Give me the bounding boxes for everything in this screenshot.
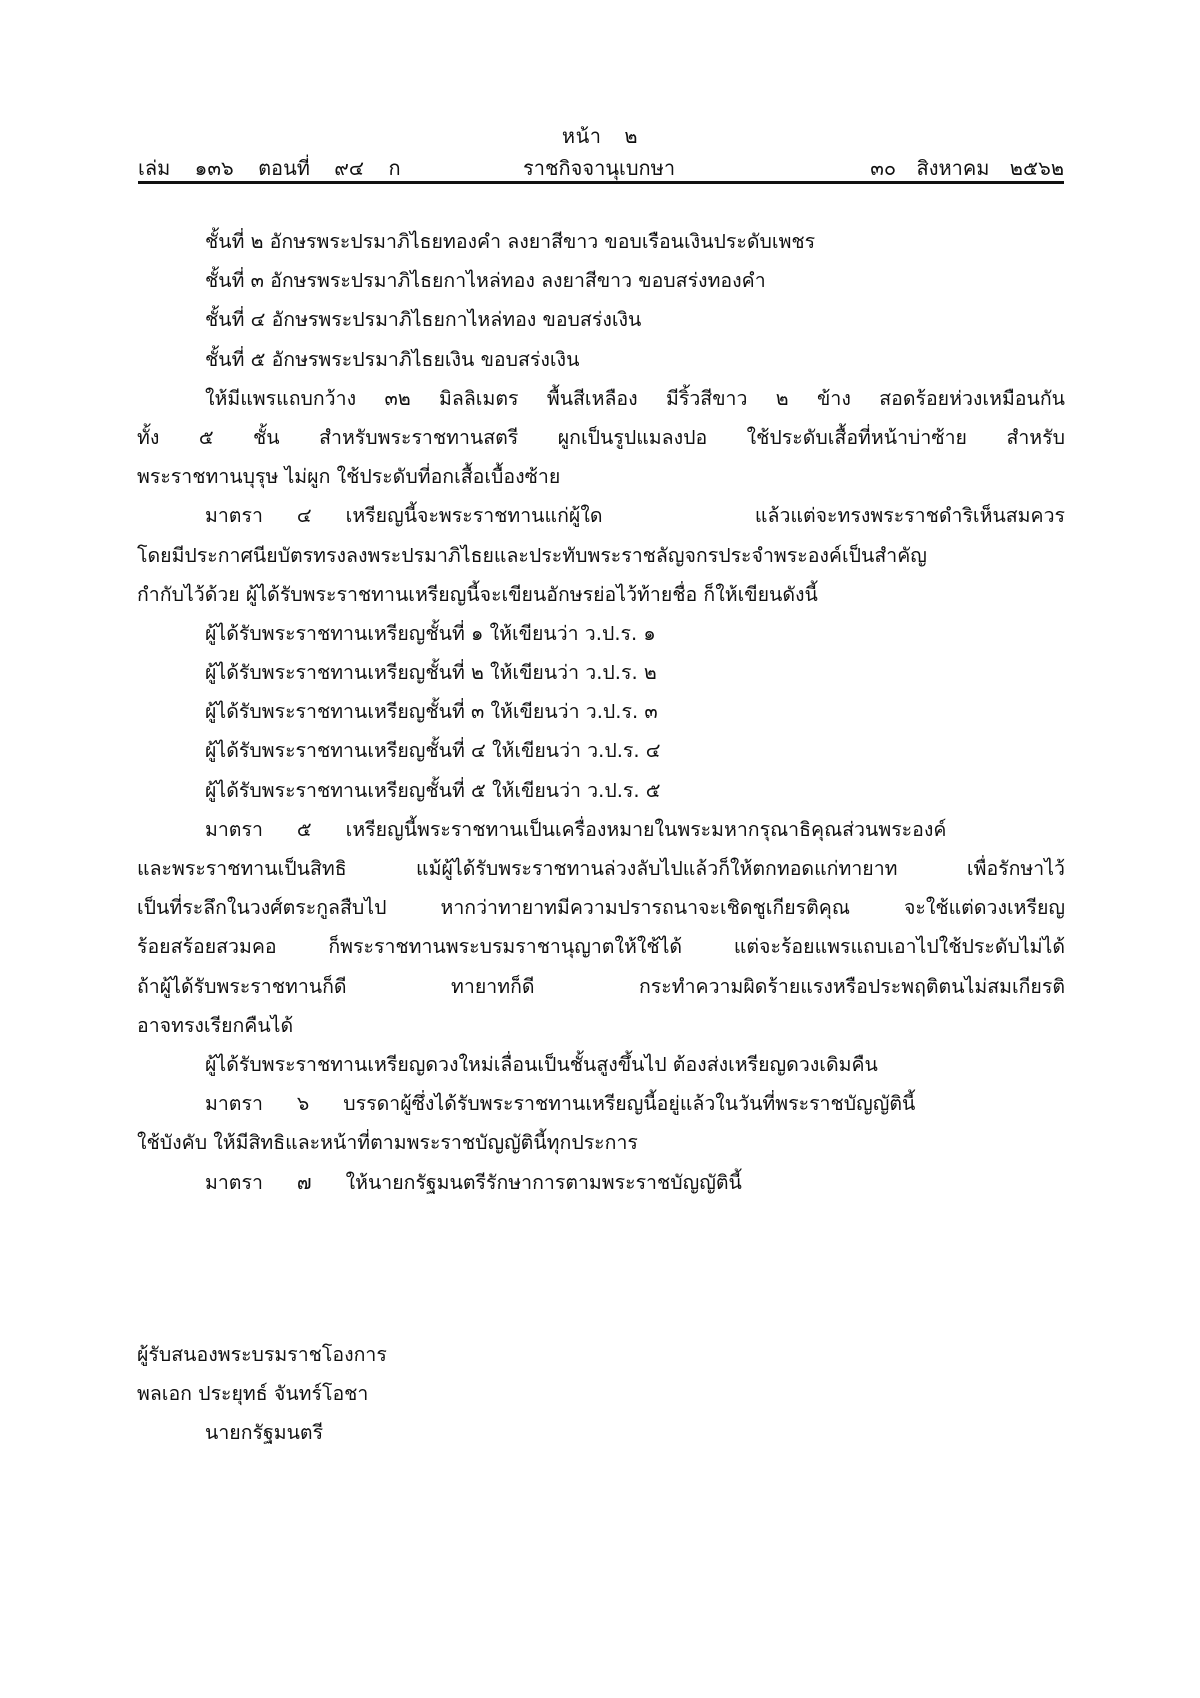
issue-label: ตอนที่ <box>258 156 310 180</box>
document-body <box>137 222 1065 1202</box>
header-divider <box>138 181 1064 184</box>
publication-title: ราชกิจจานุเบกษา <box>523 156 676 180</box>
volume-number: ๑๓๖ <box>194 156 234 180</box>
section-5-label: มาตรา <box>205 817 263 841</box>
section-7-number: ๗ <box>296 1170 312 1194</box>
section-7-line <box>137 1163 1065 1202</box>
class-4-line: ชั้นที่ ๔ อักษรพระปรมาภิไธยกาไหล่ทอง ขอบสร่งเงิน <box>205 308 642 332</box>
section-5-line-3: เป็นที่ระลึกในวงศ์ตระกูลสืบไป หากว่าทายาทมีความปรารถนาจะเชิดชูเกียรติคุณ จะใช้แต่ดวงเหรียญ <box>137 896 1065 920</box>
section-6-label: มาตรา <box>205 1092 263 1116</box>
section-5-text-1: เหรียญนี้พระราชทานเป็นเครื่องหมายในพระมหากรุณาธิคุณส่วนพระองค์ <box>345 817 947 841</box>
section-6-heading-line <box>137 1084 1065 1123</box>
section-4-line-3: กำกับไว้ด้วย ผู้ได้รับพระราชทานเหรียญนี้จะเขียนอักษรย่อไว้ท้ายชื่อ ก็ให้เขียนดังนี้ <box>137 582 818 606</box>
section-4-text-1: เหรียญนี้จะพระราชทานแก่ผู้ใด แล้วแต่จะทรงพระราชดำริเห็นสมควร <box>345 504 1065 528</box>
date-day: ๓๐ <box>870 156 897 180</box>
ribbon-paragraph-line-2: ทั้ง ๕ ชั้น สำหรับพระราชทานสตรี ผูกเป็นรูปแมลงปอ ใช้ประดับเสื้อที่หน้าบ่าซ้าย สำหรับ <box>137 425 1065 449</box>
ribbon-paragraph-line-3: พระราชทานบุรุษ ไม่ผูก ใช้ประดับที่อกเสื้อเบื้องซ้าย <box>137 465 561 489</box>
abbreviation-class-2: ผู้ได้รับพระราชทานเหรียญชั้นที่ ๒ ให้เขียนว่า ว.ป.ร. ๒ <box>205 661 657 685</box>
section-4-number: ๔ <box>296 504 312 528</box>
section-5-number: ๕ <box>296 817 312 841</box>
section-7-label: มาตรา <box>205 1170 263 1194</box>
page-number-value: ๒ <box>624 124 639 148</box>
issue-number: ๙๔ <box>334 156 365 180</box>
volume-label: เล่ม <box>138 156 171 180</box>
gazette-header <box>138 152 1064 180</box>
section-6-text-1: บรรดาผู้ซึ่งได้รับพระราชทานเหรียญนี้อยู่แล้วในวันที่พระราชบัญญัตินี้ <box>343 1092 916 1116</box>
date-year: ๒๕๖๒ <box>1009 156 1064 180</box>
abbreviation-class-4: ผู้ได้รับพระราชทานเหรียญชั้นที่ ๔ ให้เขียนว่า ว.ป.ร. ๔ <box>205 739 661 763</box>
abbreviation-class-1: ผู้ได้รับพระราชทานเหรียญชั้นที่ ๑ ให้เขียนว่า ว.ป.ร. ๑ <box>205 621 656 645</box>
section-5-heading-line <box>137 810 1065 849</box>
date-month: สิงหาคม <box>916 156 990 180</box>
page-label: หน้า <box>561 124 602 148</box>
signatory-title: นายกรัฐมนตรี <box>205 1421 324 1445</box>
volume-issue-info <box>138 152 419 184</box>
section-5-line-4: ร้อยสร้อยสวมคอ ก็พระราชทานพระบรมราชานุญาตให้ใช้ได้ แต่จะร้อยแพรแถบเอาไปใช้ประดับไม่ได้ <box>137 935 1065 959</box>
section-5-line-2: และพระราชทานเป็นสิทธิ แม้ผู้ได้รับพระราชทานล่วงลับไปแล้วก็ให้ตกทอดแก่ทายาท เพื่อรักษาไว้ <box>137 857 1065 880</box>
section-4-label: มาตรา <box>205 504 263 528</box>
class-2-line: ชั้นที่ ๒ อักษรพระปรมาภิไธยทองคำ ลงยาสีขาว ขอบเรือนเงินประดับเพชร <box>205 230 816 253</box>
section-6-line-2: ใช้บังคับ ให้มีสิทธิและหน้าที่ตามพระราชบัญญัตินี้ทุกประการ <box>137 1131 638 1155</box>
section-6-number: ๖ <box>296 1092 310 1116</box>
section-letter: ก <box>388 156 401 180</box>
class-5-line: ชั้นที่ ๕ อักษรพระปรมาภิไธยเงิน ขอบสร่งเงิน <box>205 347 580 371</box>
signatory-name: พลเอก ประยุทธ์ จันทร์โอชา <box>137 1382 369 1406</box>
publication-date <box>856 152 1064 184</box>
countersign-label: ผู้รับสนองพระบรมราชโองการ <box>137 1343 387 1366</box>
page-number <box>0 120 1200 152</box>
section-4-line-2: โดยมีประกาศนียบัตรทรงลงพระปรมาภิไธยและประทับพระราชลัญจกรประจำพระองค์เป็นสำคัญ <box>137 543 927 567</box>
section-5-paragraph-2: ผู้ได้รับพระราชทานเหรียญดวงใหม่เลื่อนเป็นชั้นสูงขึ้นไป ต้องส่งเหรียญดวงเดิมคืน <box>205 1052 878 1076</box>
signature-block <box>137 1335 387 1453</box>
section-5-line-6: อาจทรงเรียกคืนได้ <box>137 1013 294 1037</box>
section-5-line-5: ถ้าผู้ได้รับพระราชทานก็ดี ทายาทก็ดี กระทำความผิดร้ายแรงหรือประพฤติตนไม่สมเกียรติ <box>137 974 1065 998</box>
abbreviation-class-5: ผู้ได้รับพระราชทานเหรียญชั้นที่ ๕ ให้เขียนว่า ว.ป.ร. ๕ <box>205 778 661 802</box>
section-4-heading-line <box>137 496 1065 535</box>
abbreviation-class-3: ผู้ได้รับพระราชทานเหรียญชั้นที่ ๓ ให้เขียนว่า ว.ป.ร. ๓ <box>205 700 658 724</box>
ribbon-paragraph-line-1: ให้มีแพรแถบกว้าง ๓๒ มิลลิเมตร พื้นสีเหลือง มีริ้วสีขาว ๒ ข้าง สอดร้อยห่วงเหมือนกัน <box>205 386 1065 410</box>
section-7-text: ให้นายกรัฐมนตรีรักษาการตามพระราชบัญญัตินี้ <box>345 1170 742 1194</box>
class-3-line: ชั้นที่ ๓ อักษรพระปรมาภิไธยกาไหล่ทอง ลงยาสีขาว ขอบสร่งทองคำ <box>205 269 766 293</box>
